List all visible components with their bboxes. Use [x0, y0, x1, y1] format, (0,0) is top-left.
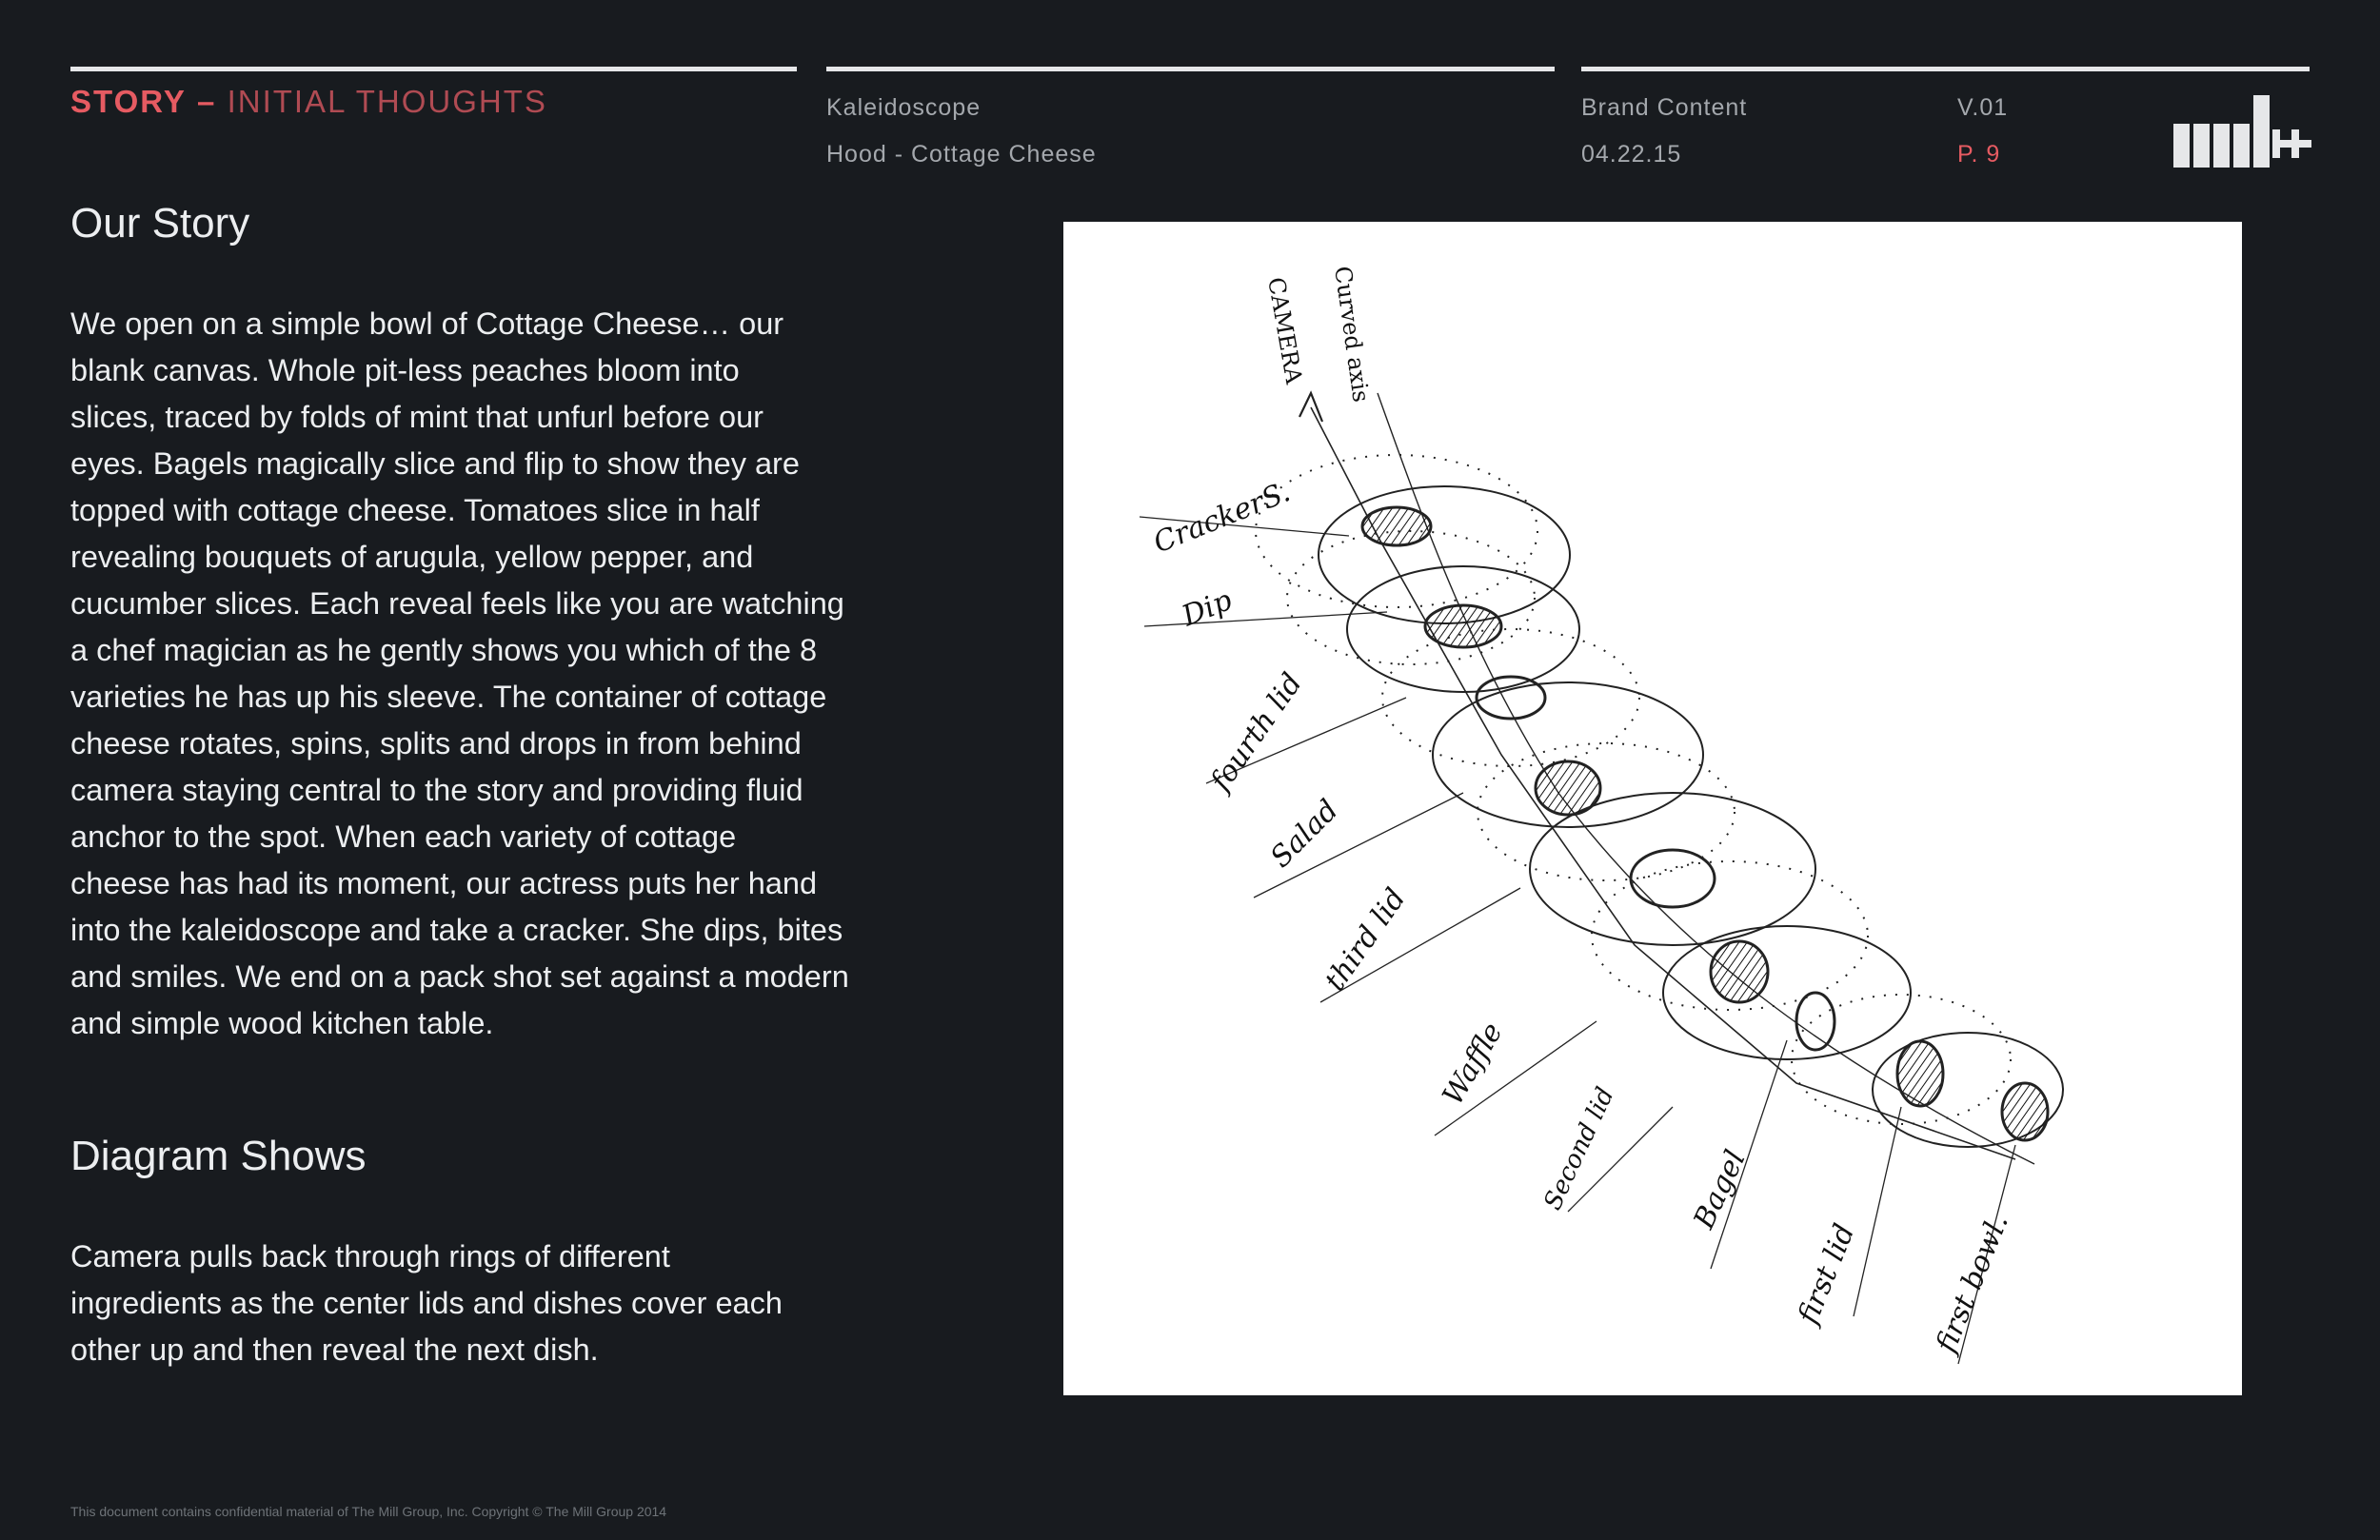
- camera-label: CAMERA: [1262, 275, 1308, 386]
- diagram-line: ingredients as the center lids and dishes cover each: [70, 1286, 783, 1320]
- diagram-line: Camera pulls back through rings of different: [70, 1239, 670, 1273]
- diagram-line: other up and then reveal the next dish.: [70, 1333, 599, 1367]
- ring: [1382, 629, 1639, 766]
- page-number: P. 9: [1957, 141, 2001, 168]
- story-line: cheese has had its moment, our actress puts her hand: [70, 866, 818, 900]
- project-name: Kaleidoscope: [826, 94, 982, 121]
- subsection-label: INITIAL THOUGHTS: [227, 84, 547, 119]
- dish: [1711, 941, 1768, 1002]
- story-body: [70, 301, 849, 1047]
- kaleidoscope-sketch: [1063, 222, 2242, 1395]
- salad-label: Salad: [1263, 793, 1345, 875]
- story-line: a chef magician as he gently shows you which of the 8: [70, 633, 818, 667]
- header-rule-right: [1581, 67, 2310, 71]
- story-line: cucumber slices. Each reveal feels like you are watching: [70, 586, 844, 621]
- page-title: [70, 84, 547, 120]
- version-label: V.01: [1957, 94, 2009, 121]
- first-bowl-label: first bowl.: [1929, 1209, 2015, 1357]
- waffle-label: Waffle: [1436, 1017, 1510, 1111]
- diagram-heading: Diagram Shows: [70, 1133, 367, 1179]
- category-label: Brand Content: [1581, 94, 1748, 121]
- title-separator: –: [197, 84, 217, 119]
- ring: [1287, 531, 1535, 664]
- story-line: slices, traced by folds of mint that unfurl before our: [70, 400, 764, 434]
- sketch-drawing: [1063, 222, 2242, 1395]
- dish: [1536, 761, 1600, 815]
- story-line: We open on a simple bowl of Cottage Cheese… our: [70, 306, 784, 341]
- ring: [1663, 926, 1911, 1059]
- story-line: blank canvas. Whole pit-less peaches bloom into: [70, 353, 740, 387]
- date-label: 04.22.15: [1581, 141, 1682, 168]
- axis-label: Curved axis: [1329, 264, 1375, 405]
- dish: [1897, 1041, 1943, 1106]
- bowl: [2002, 1083, 2048, 1140]
- section-label: STORY: [70, 84, 187, 119]
- header-rule-left: [70, 67, 797, 71]
- story-line: camera staying central to the story and providing fluid: [70, 773, 803, 807]
- fourth-lid-label: fourth lid: [1203, 667, 1310, 798]
- first-lid-label: first lid: [1791, 1219, 1862, 1329]
- story-line: revealing bouquets of arugula, yellow pepper, and: [70, 540, 754, 574]
- ring: [1478, 743, 1735, 880]
- header-rule-middle: [826, 67, 1555, 71]
- second-lid-label: Second lid: [1538, 1082, 1620, 1214]
- lid: [1631, 850, 1715, 907]
- story-line: topped with cottage cheese. Tomatoes slice in half: [70, 493, 760, 527]
- client-name: Hood - Cottage Cheese: [826, 141, 1097, 168]
- lid: [1796, 993, 1835, 1050]
- story-line: and simple wood kitchen table.: [70, 1006, 494, 1040]
- third-lid-label: third lid: [1318, 882, 1413, 997]
- story-line: anchor to the spot. When each variety of cottage: [70, 819, 737, 854]
- mill-plus-logo-icon: [2173, 95, 2311, 168]
- story-line: and smiles. We end on a pack shot set against a modern: [70, 959, 849, 994]
- story-line: varieties he has up his sleeve. The container of cottage: [70, 680, 827, 714]
- dip-label: Dip: [1177, 583, 1238, 634]
- bagel-label: Bagel: [1687, 1145, 1753, 1234]
- crackers-label: CrackerS.: [1148, 475, 1296, 561]
- story-line: into the kaleidoscope and take a cracker. She dips, bites: [70, 913, 843, 947]
- dish: [1425, 605, 1501, 647]
- dish: [1362, 507, 1431, 545]
- story-heading: Our Story: [70, 200, 250, 247]
- story-line: cheese rotates, spins, splits and drops in from behind: [70, 726, 802, 760]
- diagram-body: [70, 1234, 783, 1373]
- copyright-footer: This document contains confidential material of The Mill Group, Inc. Copyright © The Mill Group 2014: [70, 1504, 667, 1519]
- story-line: eyes. Bagels magically slice and flip to show they are: [70, 446, 800, 481]
